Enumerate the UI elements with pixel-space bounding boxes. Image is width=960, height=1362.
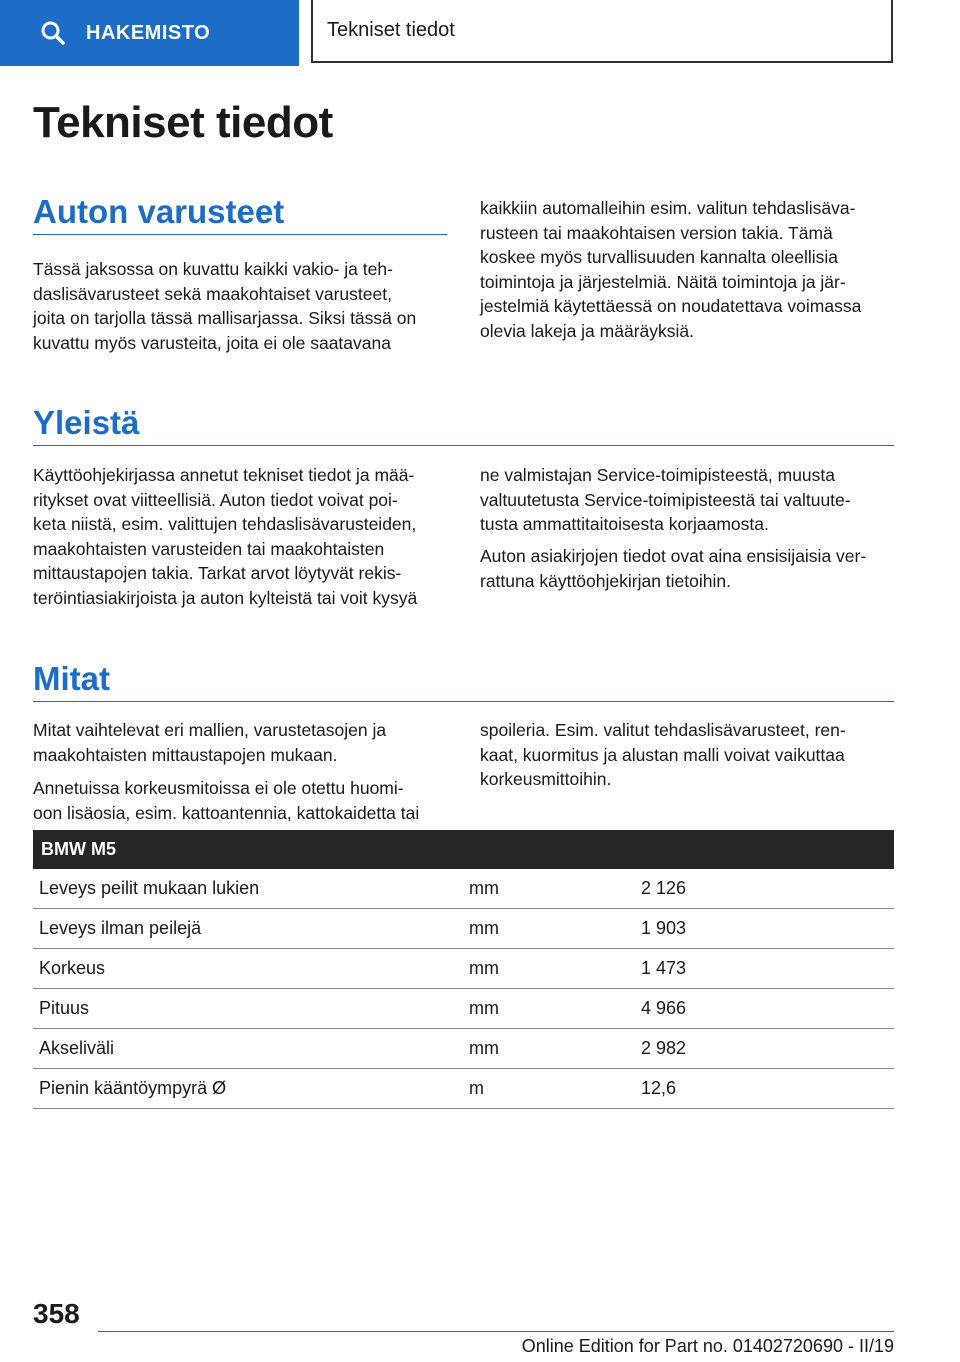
paragraph-yleista-right-2: Auton asiakirjojen tiedot ovat aina ensisijaisia ver- rattuna käyttöohjekirjan tietoihin. xyxy=(480,546,867,591)
paragraph-mitat-right: spoileria. Esim. valitut tehdaslisävarusteet, ren- kaat, kuormitus ja alustan malli voivat vaikuttaa korkeusmittoihin. xyxy=(480,720,846,789)
index-button[interactable] xyxy=(0,0,299,66)
footer-rule xyxy=(98,1331,894,1332)
table-row xyxy=(33,1029,894,1069)
section-title-yleista: Yleistä xyxy=(33,404,140,441)
row-value: 2 126 xyxy=(641,869,894,909)
table-header-row xyxy=(33,830,894,869)
table-row xyxy=(33,1069,894,1109)
row-value: 2 982 xyxy=(641,1029,894,1069)
row-label: Pituus xyxy=(33,989,469,1029)
row-label: Leveys peilit mukaan lukien xyxy=(33,869,469,909)
edition-label: Online Edition for Part no. 01402720690 - II/19 xyxy=(521,1336,894,1356)
row-unit: mm xyxy=(469,869,641,909)
page-number: 358 xyxy=(33,1298,80,1329)
row-unit: mm xyxy=(469,989,641,1029)
section-title-varusteet: Auton varusteet xyxy=(33,193,285,230)
row-label: Pienin kääntöympyrä Ø xyxy=(33,1069,469,1109)
row-unit: m xyxy=(469,1069,641,1109)
row-value: 4 966 xyxy=(641,989,894,1029)
paragraph-mitat-left-1: Mitat vaihtelevat eri mallien, varustetasojen ja maakohtaisten mittaustapojen mukaan. xyxy=(33,720,387,765)
paragraph-varusteet-right: kaikkiin automalleihin esim. valitun tehdaslisäva- rusteen tai maakohtaisen version takia. Tämä koskee myös turvallisuuden kannalta oleellisia toimintoja ja järjestelmiä. Näitä toimintoja ja jär- jestelmiä käytettäessä on noudatettava voimassa olevia lakeja ja määräyksiä. xyxy=(480,198,862,341)
index-button-label: HAKEMISTO xyxy=(86,21,211,44)
breadcrumb[interactable] xyxy=(311,0,893,63)
row-label: Akseliväli xyxy=(33,1029,469,1069)
paragraph-varusteet-left: Tässä jaksossa on kuvattu kaikki vakio- ja teh- daslisävarusteet sekä maakohtaiset varusteet, joita on tarjolla tässä mallisarjassa. Siksi tässä on kuvattu myös varusteita, joita ei ole saatavana xyxy=(33,259,417,353)
row-value: 1 473 xyxy=(641,949,894,989)
table-row xyxy=(33,909,894,949)
table-row xyxy=(33,949,894,989)
row-value: 1 903 xyxy=(641,909,894,949)
row-value: 12,6 xyxy=(641,1069,894,1109)
row-unit: mm xyxy=(469,1029,641,1069)
section-title-mitat: Mitat xyxy=(33,660,110,697)
paragraph-mitat-left-2: Annetuissa korkeusmitoissa ei ole otettu huomi- oon lisäosia, esim. kattoantennia, kattokaidetta tai xyxy=(33,778,420,823)
section-rule-mitat xyxy=(33,701,894,702)
dimensions-table xyxy=(33,830,894,1109)
row-label: Korkeus xyxy=(33,949,469,989)
breadcrumb-label: Tekniset tiedot xyxy=(327,19,455,41)
row-unit: mm xyxy=(469,949,641,989)
section-rule-yleista xyxy=(33,445,894,446)
table-header: BMW M5 xyxy=(33,830,894,869)
row-unit: mm xyxy=(469,909,641,949)
section-rule-varusteet xyxy=(33,234,447,235)
table-row xyxy=(33,869,894,909)
paragraph-yleista-right-1: ne valmistajan Service-toimipisteestä, muusta valtuutetusta Service-toimipisteestä tai valtuute- tusta ammattitaitoisesta korjaamosta. xyxy=(480,465,851,534)
search-icon xyxy=(40,20,66,46)
top-bar xyxy=(0,0,960,66)
row-label: Leveys ilman peilejä xyxy=(33,909,469,949)
paragraph-yleista-left: Käyttöohjekirjassa annetut tekniset tiedot ja mää- ritykset ovat viitteellisiä. Auton tiedot voivat poi- keta niistä, esim. valittujen tehdaslisävarusteiden, maakohtaisten varusteiden tai maakohtaisten mittaustapojen takia. Tarkat arvot löytyvät rekis- teröintiasiakirjoista ja auton kylteistä tai voit kysyä xyxy=(33,465,418,608)
page-title: Tekniset tiedot xyxy=(33,98,333,147)
table-row xyxy=(33,989,894,1029)
